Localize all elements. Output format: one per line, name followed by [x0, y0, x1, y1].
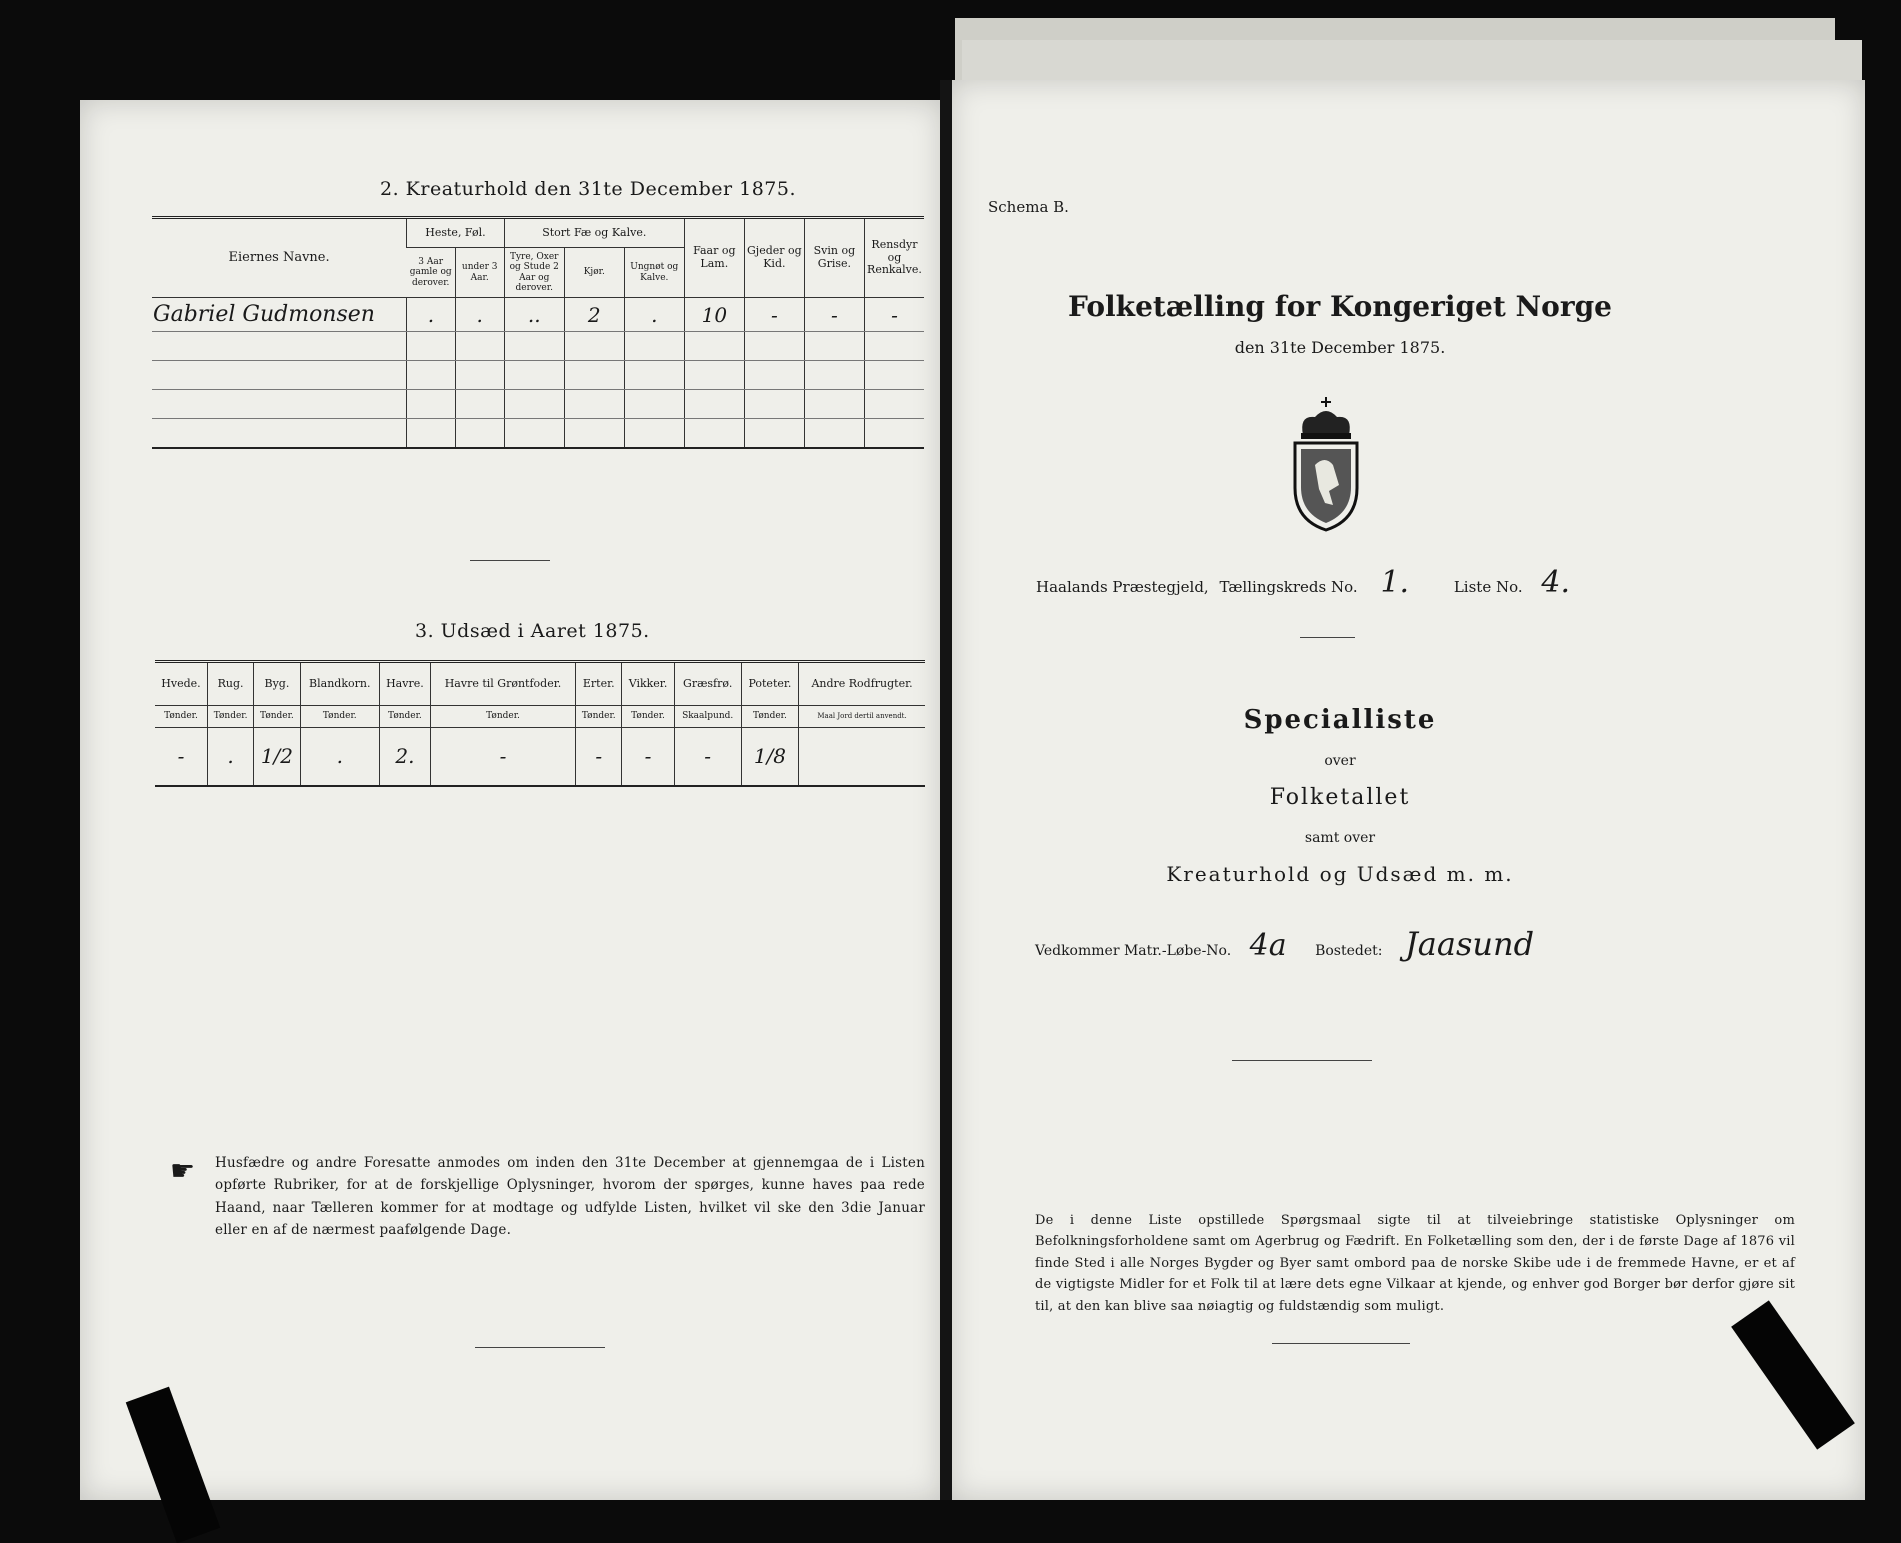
horses-old-header: 3 Aar gamle og derover. — [407, 248, 456, 298]
goats-header: Gjeder og Kid. — [744, 218, 804, 298]
col-header: Havre. — [379, 662, 430, 706]
population-label: Folketallet — [1269, 785, 1411, 810]
calves-header: Ungnøt og Kalve. — [624, 248, 684, 298]
table-row — [152, 332, 924, 361]
col-header: Hvede. — [155, 662, 207, 706]
col-header: Græsfrø. — [674, 662, 741, 706]
livestock-sowing-label: Kreaturhold og Udsæd m. m. — [1166, 862, 1514, 886]
divider — [1300, 637, 1355, 638]
census-footnote: De i denne Liste opstillede Spørgsmaal sigte til at tilveiebringe statistiske Oplysninger om Befolkningsforholdene samt om Agerbrug og Fædrift. En Folketælling som den, der i de første Dage af 1876 vil finde Sted i alle Norges Bygder og Byer samt ombord paa de norske Skibe ude i de fremmede Havne, er et af de vigtigste Midler for et Folk til at lære dets egne Vilkaar at kjende, og enhver god Borger bør derfor gjøre sit til, at den kan blive saa nøiagtig og fuldstændig som muligt. — [1035, 1213, 1795, 1314]
cell-value: . — [300, 728, 379, 786]
district-value: 1. — [1380, 565, 1410, 600]
unit-label: Tønder. — [430, 706, 575, 728]
cell-value: 1/2 — [254, 728, 300, 786]
unit-label: Tønder. — [155, 706, 207, 728]
schema-label: Schema B. — [988, 198, 1069, 216]
cattle-header: Stort Fæ og Kalve. — [504, 218, 684, 248]
table-row — [155, 728, 925, 786]
cell-value: . — [407, 298, 456, 332]
unit-label: Tønder. — [622, 706, 674, 728]
unit-label: Skaalpund. — [674, 706, 741, 728]
cows-header: Kjør. — [564, 248, 624, 298]
col-header: Vikker. — [622, 662, 674, 706]
over-label: over — [1324, 753, 1356, 769]
matr-label: Vedkommer Matr.-Løbe-No. — [1035, 943, 1232, 959]
col-header: Rug. — [207, 662, 253, 706]
cell-value: - — [430, 728, 575, 786]
livestock-title: 2. Kreaturhold den 31te December 1875. — [380, 178, 797, 200]
col-header: Poteter. — [741, 662, 798, 706]
horses-young-header: under 3 Aar. — [455, 248, 504, 298]
cell-value: - — [622, 728, 674, 786]
cell-value: - — [864, 298, 924, 332]
sowing-title: 3. Udsæd i Aaret 1875. — [415, 620, 650, 642]
sheep-header: Faar og Lam. — [684, 218, 744, 298]
horses-header: Heste, Føl. — [407, 218, 505, 248]
col-header: Blandkorn. — [300, 662, 379, 706]
unit-label: Tønder. — [379, 706, 430, 728]
cell-value: - — [674, 728, 741, 786]
table-row — [152, 361, 924, 390]
residence-label: Bostedet: — [1315, 943, 1383, 959]
cell-value: - — [576, 728, 622, 786]
col-header: Byg. — [254, 662, 300, 706]
cell-value: - — [804, 298, 864, 332]
unit-label: Tønder. — [254, 706, 300, 728]
col-header: Erter. — [576, 662, 622, 706]
property-line — [1035, 925, 1795, 963]
pointing-hand-icon: ☛ — [170, 1154, 196, 1187]
unit-label: Tønder. — [576, 706, 622, 728]
residence-value: Jaasund — [1404, 925, 1535, 963]
col-header: Havre til Grøntfoder. — [430, 662, 575, 706]
parish-label: Haalands Præstegjeld, — [1036, 578, 1209, 596]
cell-value: . — [207, 728, 253, 786]
cell-value — [799, 728, 925, 786]
divider — [475, 1347, 605, 1348]
livestock-table — [152, 216, 924, 449]
unit-label: Maal Jord dertil anvendt. — [799, 706, 925, 728]
divider — [470, 560, 550, 561]
unit-label: Tønder. — [300, 706, 379, 728]
also-over-label: samt over — [1304, 830, 1376, 846]
owner-name: Gabriel Gudmonsen — [152, 298, 407, 332]
district-label: Tællingskreds No. — [1219, 578, 1358, 596]
sowing-table — [155, 660, 925, 787]
unit-label: Tønder. — [741, 706, 798, 728]
cell-value: . — [455, 298, 504, 332]
cell-value: 2 — [564, 298, 624, 332]
main-title: Folketælling for Kongeriget Norge — [1068, 290, 1612, 323]
cell-value: .. — [504, 298, 564, 332]
owner-header: Eiernes Navne. — [152, 218, 407, 298]
reindeer-header: Rensdyr og Renkalve. — [864, 218, 924, 298]
table-row — [152, 390, 924, 419]
cell-value: . — [624, 298, 684, 332]
col-header: Andre Rodfrugter. — [799, 662, 925, 706]
divider — [1232, 1060, 1372, 1061]
table-row — [152, 419, 924, 449]
coat-of-arms-icon — [1285, 395, 1367, 535]
cell-value: - — [744, 298, 804, 332]
matr-value: 4a — [1249, 928, 1287, 963]
table-row — [152, 298, 924, 332]
divider — [1272, 1343, 1410, 1344]
cell-value: 2. — [379, 728, 430, 786]
list-label: Liste No. — [1453, 578, 1523, 596]
special-list-title: Specialliste — [1243, 705, 1437, 735]
book-spine — [940, 80, 952, 1500]
parish-line — [1036, 565, 1796, 600]
unit-label: Tønder. — [207, 706, 253, 728]
list-value: 4. — [1541, 565, 1571, 600]
bulls-header: Tyre, Oxer og Stude 2 Aar og derover. — [504, 248, 564, 298]
census-date: den 31te December 1875. — [1234, 338, 1446, 357]
cell-value: 1/8 — [741, 728, 798, 786]
cell-value: 10 — [684, 298, 744, 332]
instruction-note: Husfædre og andre Foresatte anmodes om inden den 31te December at gjennemgaa de i Listen opførte Rubriker, for at de forskjellige Oplysninger, hvorom der spørges, kunne haves paa rede Haand, naar Tælleren kommer for at modtage og udfylde Listen, hvilket vil ske den 3die Januar eller en af de nærmest paafølgende Dage. — [215, 1155, 925, 1238]
pigs-header: Svin og Grise. — [804, 218, 864, 298]
cell-value: - — [155, 728, 207, 786]
